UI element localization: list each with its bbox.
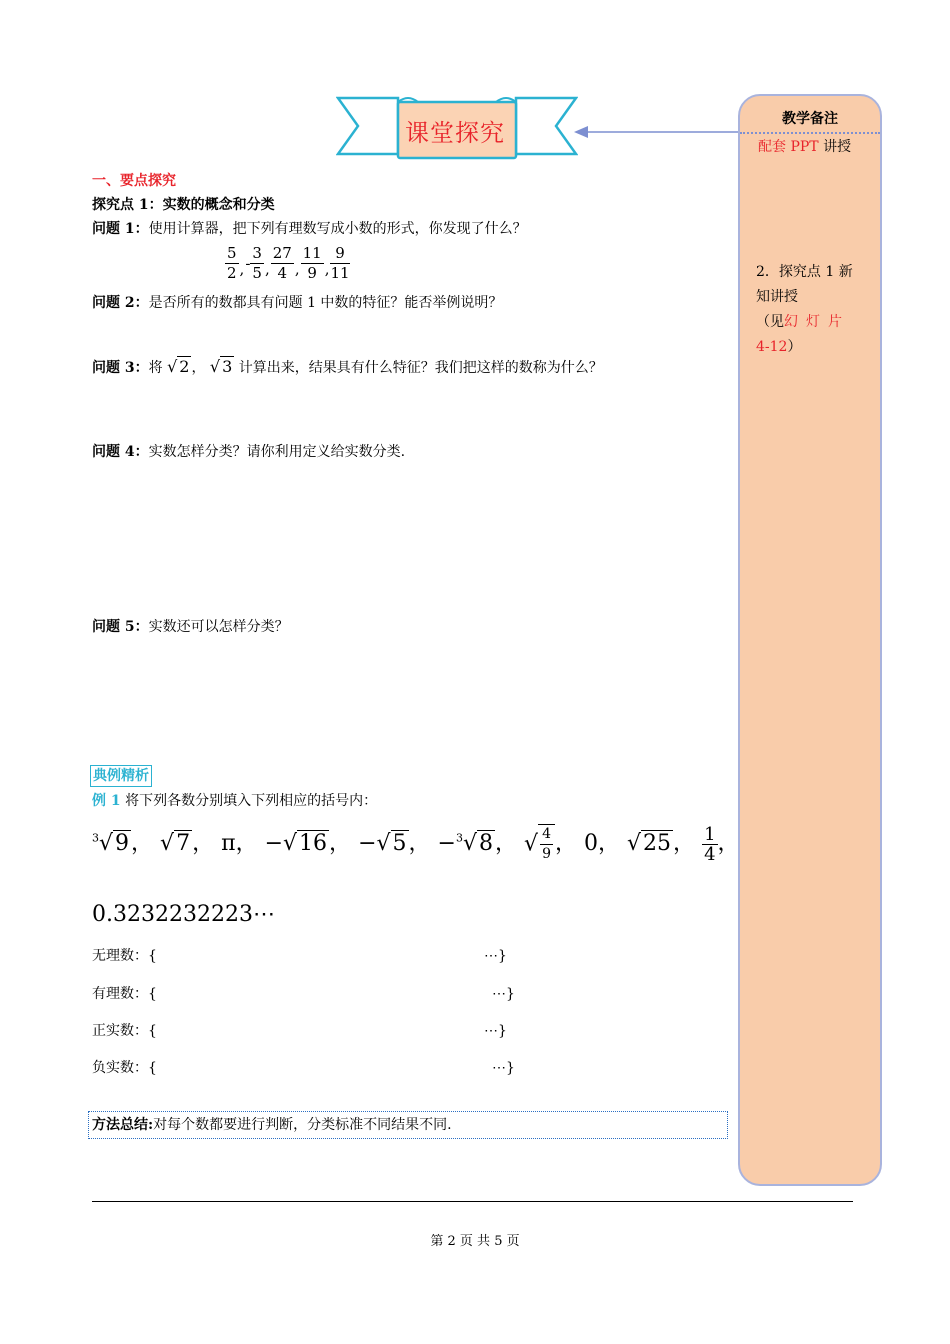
section-subheading: 探究点 1：实数的概念和分类 [92,197,275,213]
question-1: 问题 1：使用计算器，把下列有理数写成小数的形式，你发现了什么？ [92,221,527,237]
method-summary: 方法总结:对每个数都要进行判断，分类标准不同结果不同. [92,1117,452,1133]
zero: 0 [584,831,598,856]
category-positive: 正实数：{ [92,1023,157,1039]
sqrt-2: √ 2 [167,357,190,376]
fraction-sign: - [245,254,251,273]
sqrt-5: √5 [376,831,407,856]
one-quarter: $\frac{1}{4}$ [704,823,716,865]
comma: , [239,260,245,278]
sqrt-3: √ 3 [209,357,233,376]
footer-divider [92,1201,853,1202]
question-5: 问题 5：实数还可以怎样分类？ [92,619,289,635]
category-irrational-end: ⋯} [484,948,507,964]
sqrt-25: √25 [627,831,672,856]
comma: , [294,260,300,278]
category-positive-end: ⋯} [484,1023,507,1039]
sqrt-four-ninths: √ $\frac{4}{9}$ [524,824,555,864]
teaching-notes-panel [738,94,882,1186]
example-box-title: 典例精析 [90,765,152,787]
divider [740,132,880,134]
repeating-decimal: 0.3232232223⋯ [92,902,275,927]
section-heading: 一、要点探究 [92,173,176,189]
sqrt-7: √7 [160,831,191,856]
cbrt-8: $^3$√8 [455,831,494,856]
category-rational: 有理数：{ [92,986,157,1002]
sqrt-16: √16 [283,831,328,856]
category-rational-end: ⋯} [492,986,515,1002]
question-2: 问题 2：是否所有的数都具有问题 1 中数的特征？能否举例说明？ [92,295,503,311]
example-1: 例 1 将下列各数分别填入下列相应的括号内： [92,793,378,809]
fraction: $\frac{3}{5}$ [252,244,262,282]
q1-fraction-list [225,244,350,283]
page-number: 第 2 页 共 5 页 [430,1234,520,1249]
category-negative: 负实数：{ [92,1060,157,1076]
cbrt-9: $^3$√9 [92,831,130,856]
fraction: $\frac{5}{2}$ [227,244,237,282]
category-irrational: 无理数：{ [92,948,157,964]
pi: π [221,831,236,856]
teaching-notes-title: 教学备注 [782,111,838,127]
comma: , [264,260,270,278]
teaching-notes-subtitle: 配套 PPT 讲授 [758,139,852,155]
question-3: 问题 3：将 √ 2 ， √ 3 计算出来，结果具有什么特征？我们把这样的数称为什么？ [92,357,603,376]
question-4: 问题 4：实数怎样分类？请你利用定义给实数分类. [92,444,406,460]
comma: , [324,260,330,278]
fraction: $\frac{9}{11}$ [330,244,350,282]
fraction: $\frac{27}{4}$ [272,244,292,282]
pointer-arrow [574,125,740,139]
category-negative-end: ⋯} [492,1060,515,1076]
banner-title: 课堂探究 [405,119,505,147]
teaching-note: 2．探究点 1 新 知讲授 （见幻灯片 4-12） [756,264,853,355]
example-numbers: $^3$√9， √7， π， −√16， −√5， −$^3$√8， √ $\frac{4}{9}$ ， 0， √25， $\frac{1}{4}$ ， [92,823,740,865]
fraction: $\frac{11}{9}$ [302,244,322,282]
